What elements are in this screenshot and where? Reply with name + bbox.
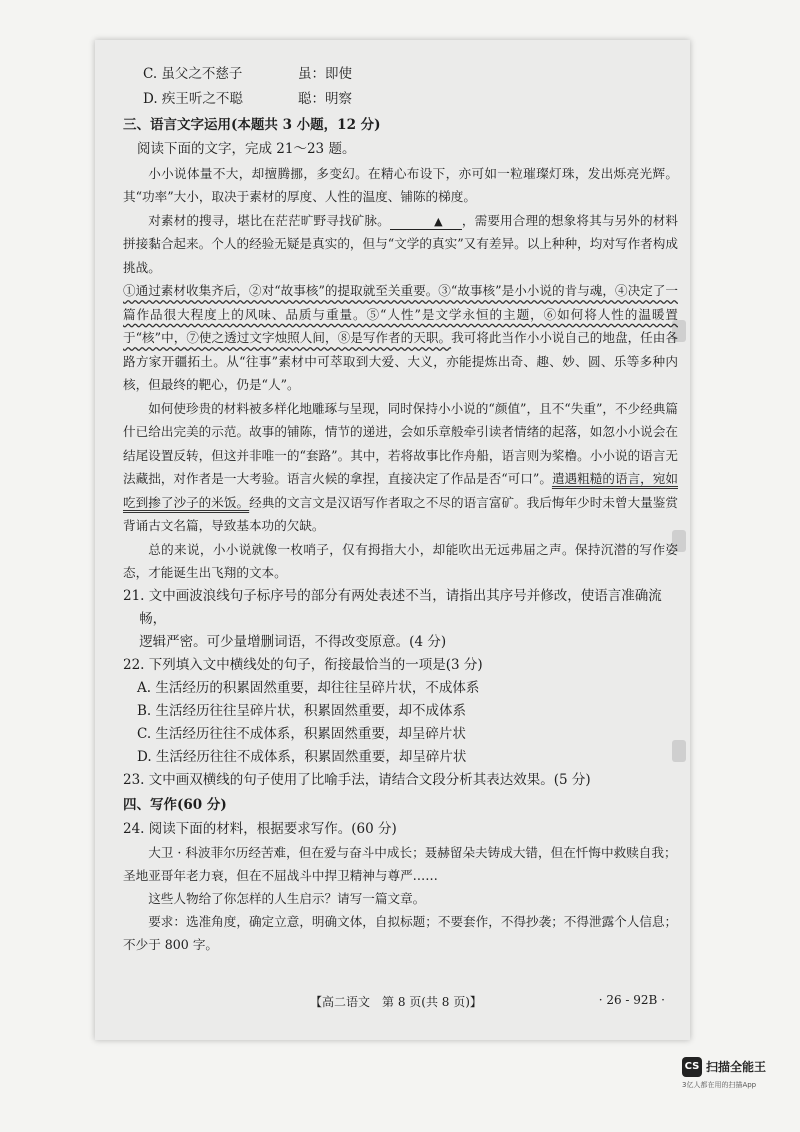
section-heading: 四、写作(60 分) (123, 796, 227, 813)
question-21 (123, 585, 678, 654)
section-intro: 阅读下面的文字，完成 21～23 题。 (137, 141, 356, 157)
question-text: 逻辑严密。可少量增删词语，不得改变原意。(4 分) (139, 633, 447, 650)
page-content (123, 62, 678, 956)
passage-paragraph: 小小说体量不大，却擅腾挪，多变幻。在精心布设下，亦可如一粒璀璨灯珠，发出烁亮光辉。其“功率”大小，取决于素材的厚度、人性的温度、铺陈的梯度。 (123, 165, 678, 204)
choice-b: B. 生活经历往往呈碎片状，积累固然重要，却不成体系 (137, 702, 467, 719)
passage-text: ，需要用合理的想象将其与另外的材料拼接黏合起来。个人的经验无疑是真实的，但与“文学的真实”又有差异。以上种种，均对写作者构成挑战。 (123, 212, 679, 275)
fill-blank (390, 215, 462, 230)
question-text: 21. 文中画波浪线句子标序号的部分有两处表述不当，请指出其序号并修改，使语言准确流畅， (123, 587, 662, 627)
passage-text: 如何使珍贵的材料被多样化地雕琢与呈现，同时保持小小说的“颜值”，且不“失重”，不少经典篇什已给出完美的示范。故事的铺陈，情节的递进，会如乐章般牵引读者情绪的起落，如忽小小说会在结尾设置反转，但这并非唯一的“套路”。其中，若将故事比作舟船，语言则为桨橹。小小说的语言无法藏拙，对作者是一大考验。语言火候的拿捏，直接决定了作品是否“可口”。 (123, 400, 678, 486)
passage-paragraph (123, 397, 678, 538)
passage-text: 经典的文言文是汉语写作者取之不尽的语言富矿。我后悔年少时未曾大量鉴赏背诵古文名篇，导致基本功的欠缺。 (123, 494, 679, 533)
question-24: 24. 阅读下面的材料，根据要求写作。(60 分) (123, 820, 397, 837)
option-gloss: 虽：即使 (298, 66, 352, 82)
writing-material (123, 841, 678, 956)
passage-text: 我可将此当作小小说自己的地盘，任由各路方家开疆拓土。从“往事”素材中可萃取到大爱、大义，亦能提炼出奇、趣、妙、圆、乐等多种内核，但最终的靶心，仍是“人”。 (123, 330, 678, 392)
passage-paragraph (123, 209, 678, 280)
material-paragraph: 大卫 · 科波菲尔历经苦难，但在爱与奋斗中成长；聂赫留朵夫铸成大错，但在忏悔中救赎自我；圣地亚哥年老力衰，但在不屈战斗中捍卫精神与尊严…… (123, 844, 677, 883)
camscanner-logo-icon: CS (682, 1057, 702, 1077)
wavy-underlined-sentence: ①通过素材收集齐后，②对“故事核”的提取就至关重要。③“故事核”是小小说的肯与魂，④决定了一篇作品很大程度上的风味、品质与重量。⑤“人性”是文学永恒的主题，⑥如何将人性的温暖置于“核”中，⑦使之透过文字烛照人间，⑧是写作者的天职。 (123, 283, 678, 345)
choice-d: D. 生活经历往往不成体系，积累固然重要，却呈碎片状 (137, 748, 467, 765)
option-text: C. 虽父之不慈子 (143, 66, 243, 82)
question-23: 23. 文中画双横线的句子使用了比喻手法，请结合文段分析其表达效果。(5 分) (123, 771, 591, 788)
choice-a: A. 生活经历的积累固然重要，却往往呈碎片状，不成体系 (137, 679, 480, 696)
double-underlined-sentence: 遣遇粗糙的语言，宛如吃到掺了沙子的米饭。 (123, 471, 678, 510)
option-text: D. 疾王听之不聪 (143, 91, 243, 107)
footer-page-info: 【高二语文 第 8 页(共 8 页)】 (310, 995, 482, 1009)
camscanner-tagline: 3亿人都在用的扫描App (682, 1081, 757, 1089)
exam-page (95, 40, 690, 1040)
writing-requirements: 要求：选准角度，确定立意，明确文体，自拟标题；不要套作，不得抄袭；不得泄露个人信息；不少于 800 字。 (123, 913, 678, 952)
material-paragraph: 这些人物给了你怎样的人生启示？请写一篇文章。 (148, 890, 426, 906)
option-row (123, 87, 678, 112)
camscanner-name: 扫描全能王 (706, 1060, 767, 1074)
choice-c: C. 生活经历往往不成体系，积累固然重要，却呈碎片状 (137, 725, 466, 742)
section-heading: 三、语言文字运用(本题共 3 小题，12 分) (123, 117, 381, 133)
question-22: 22. 下列填入文中横线处的句子，衔接最恰当的一项是(3 分) (123, 656, 483, 673)
passage-text: 对素材的搜寻，堪比在茫茫旷野寻找矿脉。 (148, 212, 390, 228)
passage-paragraph (123, 279, 678, 397)
footer-code: · 26 - 92B · (598, 993, 665, 1007)
option-row (123, 62, 678, 87)
blank-marker: ▲ (434, 214, 443, 228)
option-gloss: 聪：明察 (298, 91, 352, 107)
reading-passage (123, 162, 678, 585)
passage-paragraph: 总的来说，小小说就像一枚哨子，仅有拇指大小，却能吹出无远弗届之声。保持沉潜的写作姿态，才能诞生出飞翔的文本。 (123, 541, 678, 580)
